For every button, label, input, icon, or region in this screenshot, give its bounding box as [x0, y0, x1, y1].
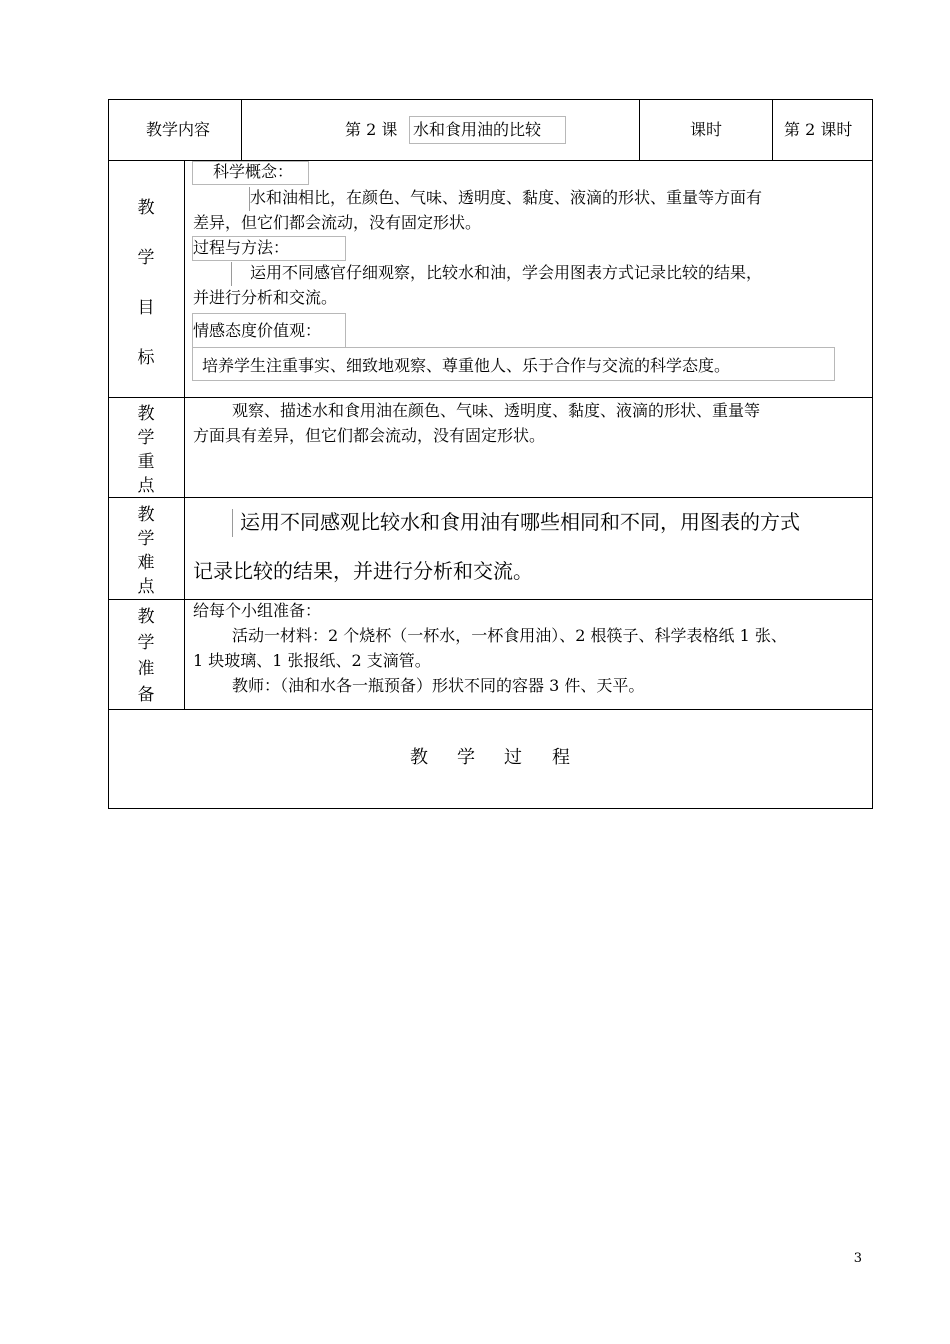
lesson-number: 第 2 课 [345, 120, 398, 139]
header-col-divider [772, 99, 773, 161]
indent-marker [231, 262, 232, 286]
period-value: 第 2 课时 [784, 120, 853, 139]
process-heading-char: 教 [410, 747, 428, 768]
keypoints-label-char: 学 [137, 428, 155, 448]
page-number: 3 [853, 1251, 862, 1266]
label-col-divider [184, 160, 185, 710]
method-heading: 过程与方法： [193, 238, 290, 257]
indent-marker [232, 509, 233, 537]
process-heading-char: 过 [504, 747, 522, 768]
keypoints-line: 观察、描述水和食用油在颜色、气味、透明度、黏度、液滴的形状、重量等 [232, 401, 761, 420]
attitude-heading: 情感态度价值观： [193, 321, 322, 340]
method-line: 并进行分析和交流。 [193, 288, 338, 307]
goals-label-char: 学 [137, 248, 155, 268]
difficulties-line: 记录比较的结果，并进行分析和交流。 [193, 559, 533, 583]
preparation-line: 1 块玻璃、1 张报纸、2 支滴管。 [193, 651, 431, 670]
concept-line: 差异，但它们都会流动，没有固定形状。 [193, 213, 482, 232]
row-divider [108, 709, 873, 710]
difficulties-label-char: 难 [137, 553, 155, 573]
preparation-label-char: 准 [137, 659, 155, 679]
header-col-divider [639, 99, 640, 161]
period-label: 课时 [690, 120, 723, 139]
preparation-line: 教师：（油和水各一瓶预备）形状不同的容器 3 件、天平。 [232, 676, 645, 695]
attitude-text: 培养学生注重事实、细致地观察、尊重他人、乐于合作与交流的科学态度。 [202, 356, 731, 375]
preparation-label-char: 教 [137, 607, 155, 627]
difficulties-label-char: 学 [137, 529, 155, 549]
preparation-line: 给每个小组准备： [193, 601, 322, 620]
goals-label-char: 标 [137, 348, 155, 368]
preparation-line: 活动一材料：2 个烧杯（一杯水，一杯食用油）、2 根筷子、科学表格纸 1 张、 [232, 626, 787, 645]
keypoints-label-char: 教 [137, 404, 155, 424]
concept-line: 水和油相比，在颜色、气味、透明度、黏度、液滴的形状、重量等方面有 [250, 188, 763, 207]
process-heading-char: 学 [457, 747, 475, 768]
lesson-title: 水和食用油的比较 [413, 120, 542, 139]
keypoints-label-char: 点 [137, 476, 155, 496]
difficulties-label-char: 点 [137, 577, 155, 597]
difficulties-label-char: 教 [137, 505, 155, 525]
keypoints-line: 方面具有差异，但它们都会流动，没有固定形状。 [193, 426, 546, 445]
goals-label-char: 教 [137, 198, 155, 218]
goals-label-char: 目 [137, 298, 155, 318]
row-divider [108, 497, 873, 498]
process-heading-char: 程 [552, 747, 570, 768]
method-line: 运用不同感官仔细观察，比较水和油，学会用图表方式记录比较的结果， [250, 263, 763, 282]
difficulties-line: 运用不同感观比较水和食用油有哪些相同和不同，用图表的方式 [240, 510, 800, 534]
preparation-label-char: 备 [137, 685, 155, 705]
keypoints-label-char: 重 [137, 452, 155, 472]
concept-heading: 科学概念： [213, 162, 294, 181]
content-label: 教学内容 [146, 120, 211, 139]
header-col-divider [241, 99, 242, 161]
preparation-label-char: 学 [137, 633, 155, 653]
